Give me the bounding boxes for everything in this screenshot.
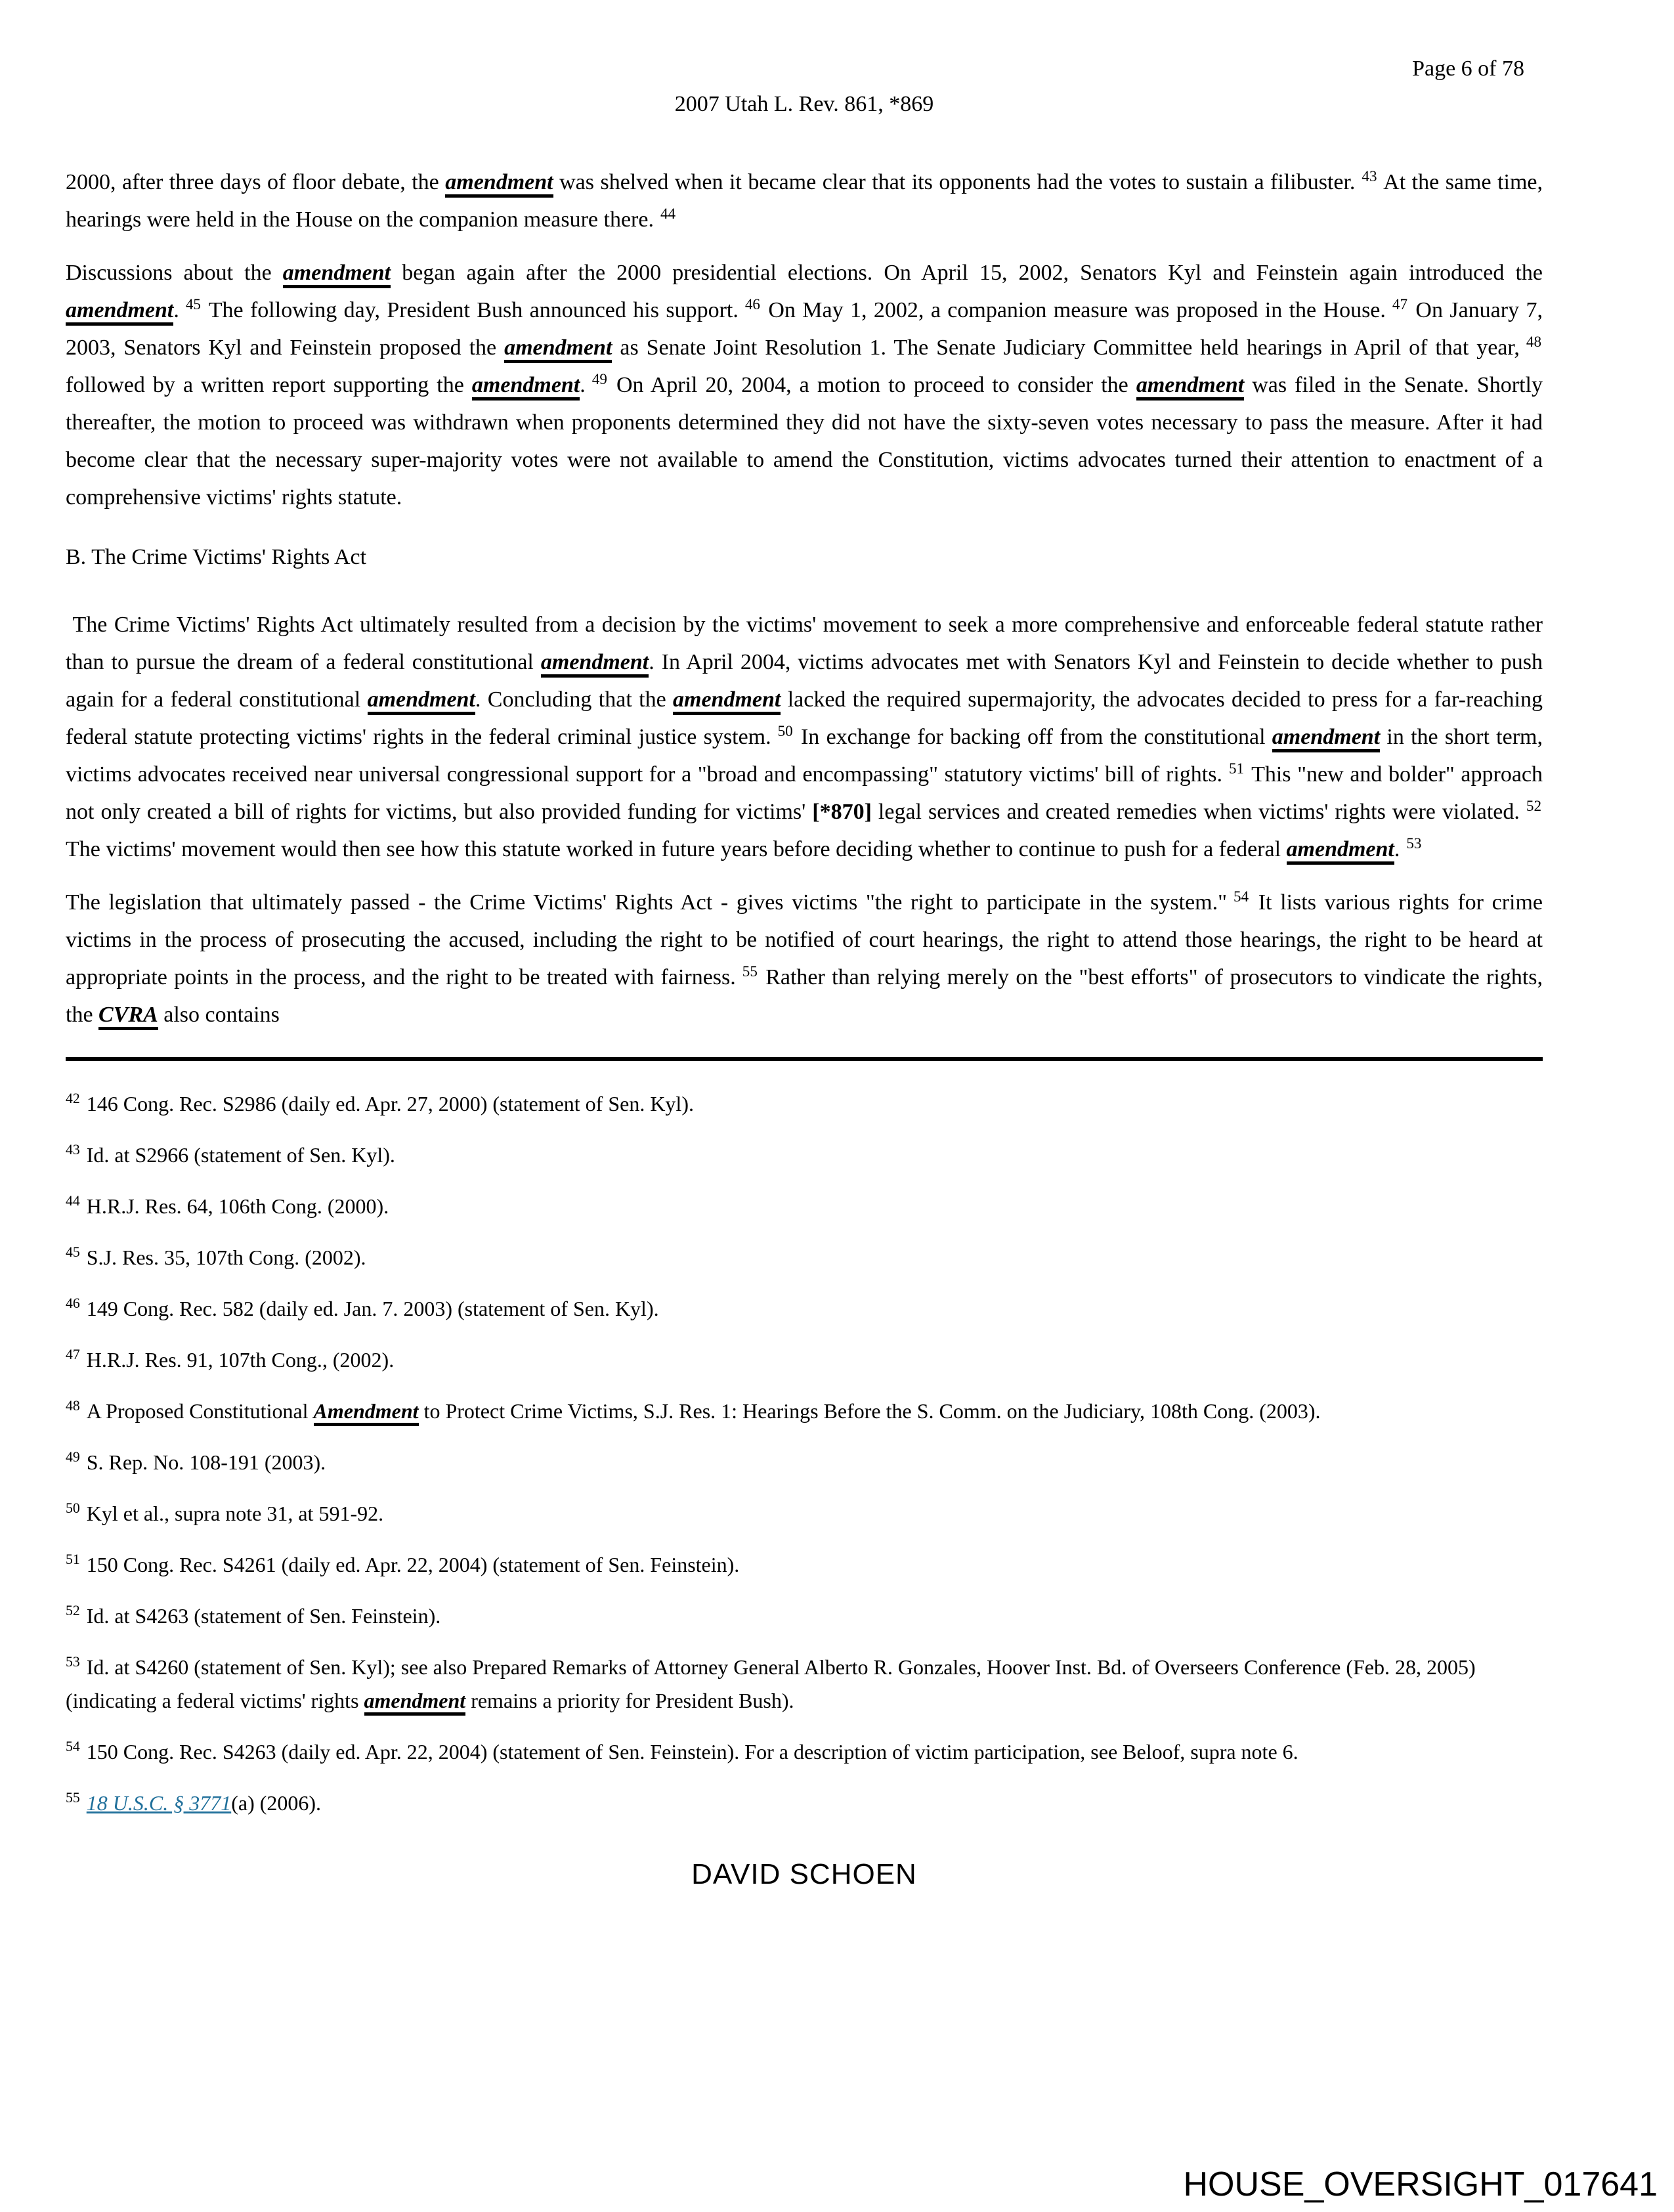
footnote-number: 49: [66, 1449, 80, 1465]
statute-link[interactable]: 18 U.S.C. § 3771: [86, 1791, 232, 1815]
footnote-separator: [66, 1057, 1543, 1061]
text-run: .: [173, 298, 179, 322]
footnote: [66, 1446, 1543, 1479]
footnote-number: 55: [66, 1790, 80, 1806]
emphasized-term: Amendment: [314, 1399, 419, 1426]
text-run: . In April 2004, victims advocates met with Senators Kyl and Feinstein to decide whether to push again for a federal constitutional: [66, 650, 1543, 712]
text-run: H.R.J. Res. 91, 107th Cong., (2002).: [86, 1348, 395, 1372]
footnote-number: 53: [66, 1654, 80, 1670]
text-run: also contains: [158, 1003, 280, 1027]
footnote-number: 51: [66, 1551, 80, 1568]
footnote: [66, 1087, 1543, 1121]
footnote-ref: 44: [660, 205, 676, 223]
body-text: [66, 163, 1543, 1033]
footnote-number: 44: [66, 1193, 80, 1209]
text-run: A Proposed Constitutional: [86, 1399, 314, 1423]
text-run: Id. at S4260 (statement of Sen. Kyl); see also Prepared Remarks of Attorney General Alberto R. Gonzales, Hoover Inst. Bd. of Overseers Conference (Feb. 28, 2005) (indicating a federal victims' rights: [66, 1655, 1476, 1712]
text-run: was shelved when it became clear that its opponents had the votes to sustain a filibuster.: [553, 170, 1356, 194]
emphasized-term: amendment: [283, 261, 391, 288]
footnote: [66, 1735, 1543, 1769]
footnote: [66, 1241, 1543, 1274]
emphasized-term: amendment: [472, 373, 580, 401]
text-run: to Protect Crime Victims, S.J. Res. 1: Hearings Before the S. Comm. on the Judiciary, 108th Cong. (2003).: [418, 1399, 1321, 1423]
text-run: In exchange for backing off from the constitutional: [794, 725, 1272, 749]
text-run: was filed in the Senate. Shortly thereafter, the motion to proceed was withdrawn when proponents determined they did not have the sixty-seven votes necessary to pass the measure. After it had become clear that the necessary super-majority votes were not available to amend the Constitution, victims advocates turned their attention to enactment of a comprehensive victims' rights statute.: [66, 373, 1543, 510]
text-run: It lists various rights for crime victims in the process of prosecuting the accused, including the right to be notified of court hearings, the right to attend those hearings, the right to be heard at appropriate points in the process, and the right to be treated with fairness.: [66, 890, 1543, 989]
text-run: At the same time, hearings were held in the House on the companion measure there.: [66, 170, 1543, 232]
footnote: [66, 1343, 1543, 1377]
text-run: On January 7, 2003, Senators Kyl and Feinstein proposed the: [66, 298, 1543, 360]
footnote-number: 52: [66, 1603, 80, 1619]
body-paragraph: [66, 254, 1543, 516]
footnote-ref: 50: [777, 722, 793, 740]
text-run: The following day, President Bush announced his support.: [202, 298, 739, 322]
section-heading: [66, 538, 1543, 576]
emphasized-term: amendment: [673, 687, 781, 715]
footnote-ref: 55: [742, 963, 758, 980]
page-header: [66, 56, 1543, 118]
footnote-number: 42: [66, 1091, 80, 1107]
text-run: The victims' movement would then see how this statute worked in future years before deciding whether to continue to push for a federal: [66, 837, 1287, 861]
emphasized-term: amendment: [504, 336, 612, 363]
emphasized-term: amendment: [368, 687, 475, 715]
emphasized-term: amendment: [66, 298, 173, 326]
emphasized-term: amendment: [1272, 725, 1380, 752]
body-paragraph: [66, 163, 1543, 238]
footnote-ref: 45: [185, 295, 201, 313]
text-run: followed by a written report supporting the: [66, 373, 472, 397]
text-run: as Senate Joint Resolution 1. The Senate Judiciary Committee held hearings in April of that year,: [612, 336, 1520, 360]
footnote-ref: 46: [744, 295, 760, 313]
emphasized-term: amendment: [445, 170, 553, 198]
body-paragraph: [66, 884, 1543, 1033]
footnote: [66, 1292, 1543, 1326]
emphasized-term: amendment: [1136, 373, 1244, 401]
text-run: legal services and created remedies when victims' rights were violated.: [871, 800, 1520, 824]
emphasized-term: amendment: [1287, 837, 1394, 865]
text-run: 149 Cong. Rec. 582 (daily ed. Jan. 7. 2003) (statement of Sen. Kyl).: [86, 1297, 659, 1320]
footnote: [66, 1497, 1543, 1530]
footnote-number: 48: [66, 1398, 80, 1414]
text-run: 150 Cong. Rec. S4261 (daily ed. Apr. 22, 2004) (statement of Sen. Feinstein).: [86, 1553, 740, 1576]
text-run: Kyl et al., supra note 31, at 591-92.: [86, 1502, 384, 1525]
text-run: Discussions about the: [66, 261, 283, 285]
emphasized-term: amendment: [541, 650, 649, 678]
footnote: [66, 1599, 1543, 1633]
text-run: in the short term, victims advocates received near universal congressional support for a "broad and encompassing" statutory victims' bill of rights.: [66, 725, 1543, 787]
footnote-ref: 52: [1526, 797, 1541, 815]
footnote: [66, 1395, 1543, 1428]
text-run: On May 1, 2002, a companion measure was proposed in the House.: [761, 298, 1386, 322]
footnotes-section: [66, 1087, 1543, 1820]
text-run: This "new and bolder" approach not only created a bill of rights for victims, but also provided funding for victims': [66, 762, 1543, 824]
text-run: began again after the 2000 presidential elections. On April 15, 2002, Senators Kyl and Feinstein again introduced the: [391, 261, 1543, 285]
text-run: On April 20, 2004, a motion to proceed to consider the: [608, 373, 1136, 397]
footnote: [66, 1548, 1543, 1582]
footnote-number: 50: [66, 1500, 80, 1517]
text-run: The Crime Victims' Rights Act ultimately resulted from a decision by the victims' movement to seek a more comprehensive and enforceable federal statute rather than to pursue the dream of a federal constitutional: [66, 613, 1543, 674]
text-run: S. Rep. No. 108-191 (2003).: [86, 1450, 326, 1474]
footnote-ref: 54: [1234, 888, 1249, 905]
text-run: 2000, after three days of floor debate, the: [66, 170, 446, 194]
footnote: [66, 1190, 1543, 1223]
footnote-number: 46: [66, 1295, 80, 1312]
text-run: .: [580, 373, 586, 397]
footnote: [66, 1787, 1543, 1820]
body-paragraph: [66, 606, 1543, 868]
footnote-number: 47: [66, 1347, 80, 1363]
footnote-ref: 48: [1526, 333, 1541, 351]
footnote-ref: 53: [1406, 835, 1422, 852]
footnote-number: 45: [66, 1244, 80, 1261]
footnote-number: 54: [66, 1739, 80, 1755]
citation-header: 2007 Utah L. Rev. 861, *869: [674, 92, 934, 116]
author-footer: DAVID SCHOEN: [691, 1858, 917, 1890]
text-run: The legislation that ultimately passed - the Crime Victims' Rights Act - gives victims "the right to participate in the system.": [66, 890, 1227, 915]
footnote-ref: 43: [1362, 167, 1377, 185]
text-run: . Concluding that the: [475, 687, 674, 712]
footnote-ref: 47: [1392, 295, 1408, 313]
text-run: .: [1394, 837, 1400, 861]
page-number-label: Page 6 of 78: [1412, 56, 1524, 81]
text-run: (a) (2006).: [231, 1791, 322, 1815]
text-run: Id. at S4263 (statement of Sen. Feinstein).: [86, 1604, 441, 1628]
text-run: Id. at S2966 (statement of Sen. Kyl).: [86, 1143, 395, 1167]
emphasized-term: CVRA: [98, 1003, 158, 1030]
text-run: remains a priority for President Bush).: [465, 1689, 794, 1712]
text-run: 150 Cong. Rec. S4263 (daily ed. Apr. 22, 2004) (statement of Sen. Feinstein). For a description of victim participation, see Beloof, supra note 6.: [86, 1740, 1298, 1764]
footnote-number: 43: [66, 1142, 80, 1158]
footnote: [66, 1139, 1543, 1172]
text-run: lacked the required supermajority, the advocates decided to press for a far-reaching federal statute protecting victims' rights in the federal criminal justice system.: [66, 687, 1543, 749]
text-run: Rather than relying merely on the "best efforts" of prosecutors to vindicate the rights, the: [66, 965, 1543, 1027]
text-run: B. The Crime Victims' Rights Act: [66, 545, 367, 569]
text-run: H.R.J. Res. 64, 106th Cong. (2000).: [86, 1194, 389, 1218]
footnote-ref: 51: [1228, 760, 1245, 777]
footnote: [66, 1651, 1543, 1718]
text-run: S.J. Res. 35, 107th Cong. (2002).: [86, 1246, 366, 1269]
emphasized-term: amendment: [364, 1689, 466, 1716]
bates-number: HOUSE_OVERSIGHT_017641: [1183, 2165, 1658, 2203]
page-marker: [*870]: [812, 800, 872, 824]
text-run: 146 Cong. Rec. S2986 (daily ed. Apr. 27, 2000) (statement of Sen. Kyl).: [86, 1092, 694, 1116]
footnote-ref: 49: [591, 370, 607, 388]
